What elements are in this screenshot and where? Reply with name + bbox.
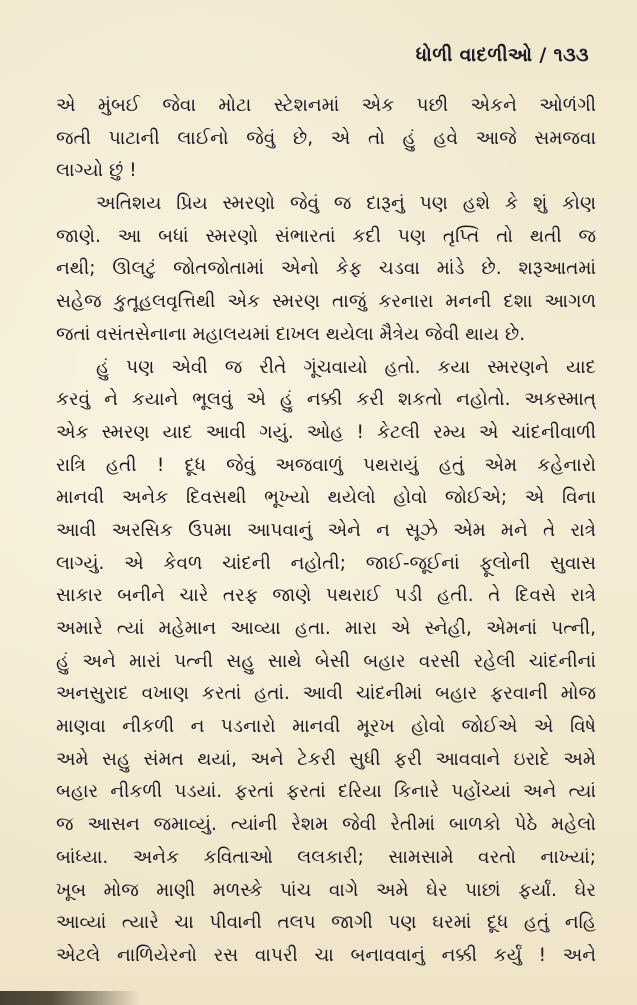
text-line: અતિશય પ્રિય સ્મરણો જેવું જ દારૂનું પણ હશે કે શું કોણ	[96, 193, 596, 215]
paragraph-2	[56, 188, 596, 351]
text-line: લાગ્યો છું !	[56, 160, 137, 182]
text-line: બહાર નીકળી પડયાં. ફરતાં ફરતાં દરિયા કિનારે પહોંચ્યાં અને ત્યાં	[56, 781, 596, 803]
text-line: જાણે. આ બધાં સ્મરણો સંભારતાં કદી પણ તૃપ્તિ તો થતી જ	[56, 225, 596, 247]
text-line: જતાં વસંતસેનાના મહાલયમાં દાખલ થયેલા મૈત્રેય જેવી થાય છે.	[56, 323, 526, 345]
text-line: અમે સહુ સંમત થયાં, અને ટેકરી સુધી ફરી આવવાને ઇરાદે અમે	[56, 748, 596, 770]
text-line: જ આસન જમાવ્યું. ત્યાંની રેશમ જેવી રેતીમાં બાળકો પેઠે મહેલો	[56, 814, 596, 836]
text-line: આવ્યાં ત્યારે ચા પીવાની તલપ જાગી પણ ઘરમાં દૂધ હતું નહિ	[56, 912, 596, 934]
text-line: એ મુંબઈ જેવા મોટા સ્ટેશનમાં એક પછી એકને ઓળંગી	[56, 95, 596, 116]
text-line: કરવું ને કયાને ભૂલવું એ હું નક્કી કરી શકતો નહોતો. અકસ્માત્	[56, 389, 596, 411]
text-line: ખૂબ મોજ માણી મળસ્કે પાંચ વાગે અમે ઘેર પાછાં ફર્યાં. ઘેર	[56, 879, 596, 901]
text-line: માણવા નીકળી ન પડનારો માનવી મૂરખ હોવો જોઈએ એ વિષે	[56, 716, 596, 738]
paragraph-3	[56, 352, 596, 973]
text-line: આવી અરસિક ઉપમા આપવાનું એને ન સૂઝે એમ મને તે રાત્રે	[56, 519, 596, 541]
text-line: માનવી અનેક દિવસથી ભૂખ્યો થયેલો હોવો જોઈએ; એ વિના	[56, 487, 596, 509]
text-line: હું પણ એવી જ રીતે ગૂંચવાયો હતો. કયા સ્મરણને યાદ	[96, 356, 596, 378]
text-line: એક સ્મરણ યાદ આવી ગયું. ઓહ ! કેટલી રમ્ય એ ચાંદનીવાળી	[56, 421, 596, 443]
text-line: હું અને મારાં પત્ની સહુ સાથે બેસી બહાર વરસી રહેલી ચાંદનીનાં	[56, 650, 596, 672]
text-line: અનસુરાદ વખાણ કરતાં હતાં. આવી ચાંદનીમાં બહાર ફરવાની મોજ	[56, 683, 596, 705]
paragraph-1	[56, 90, 596, 188]
text-line: જતી પાટાની લાઈનો જેવું છે, એ તો હું હવે આજે સમજવા	[56, 127, 596, 149]
page-bottom-shadow	[0, 991, 637, 1005]
text-line: લાગ્યું. એ કેવળ ચાંદની નહોતી; જાઈ-જૂઈનાં ફૂલોની સુવાસ	[56, 552, 596, 574]
running-head: ધોળી વાદળીઓ / ૧૩૩	[415, 44, 589, 66]
text-line: એટલે નાળિયેરનો રસ વાપરી ચા બનાવવાનું નક્કી કર્યું ! અને	[56, 944, 596, 966]
text-line: અમારે ત્યાં મહેમાન આવ્યા હતા. મારા એ સ્નેહી, એમનાં પત્ની,	[56, 618, 596, 639]
text-line: સાકાર બનીને ચારે તરફ જાણે પથરાઈ પડી હતી. તે દિવસે રાત્રે	[56, 585, 596, 607]
text-line: નથી; ઊલટું જોતજોતામાં એનો કેફ ચડવા માંડે છે. શરૂઆતમાં	[56, 258, 596, 280]
text-line: રાત્રિ હતી ! દૂધ જેવું અજવાળું પથરાયું હતું એમ કહેનારો	[56, 454, 596, 476]
text-line: સહેજ કુતૂહલવૃત્તિથી એક સ્મરણ તાજું કરનારા મનની દશા આગળ	[56, 291, 596, 313]
text-line: બાંધ્યા. અનેક કવિતાઓ લલકારી; સામસામે વરતો નાખ્યાં;	[56, 846, 596, 868]
body-text	[56, 90, 596, 990]
